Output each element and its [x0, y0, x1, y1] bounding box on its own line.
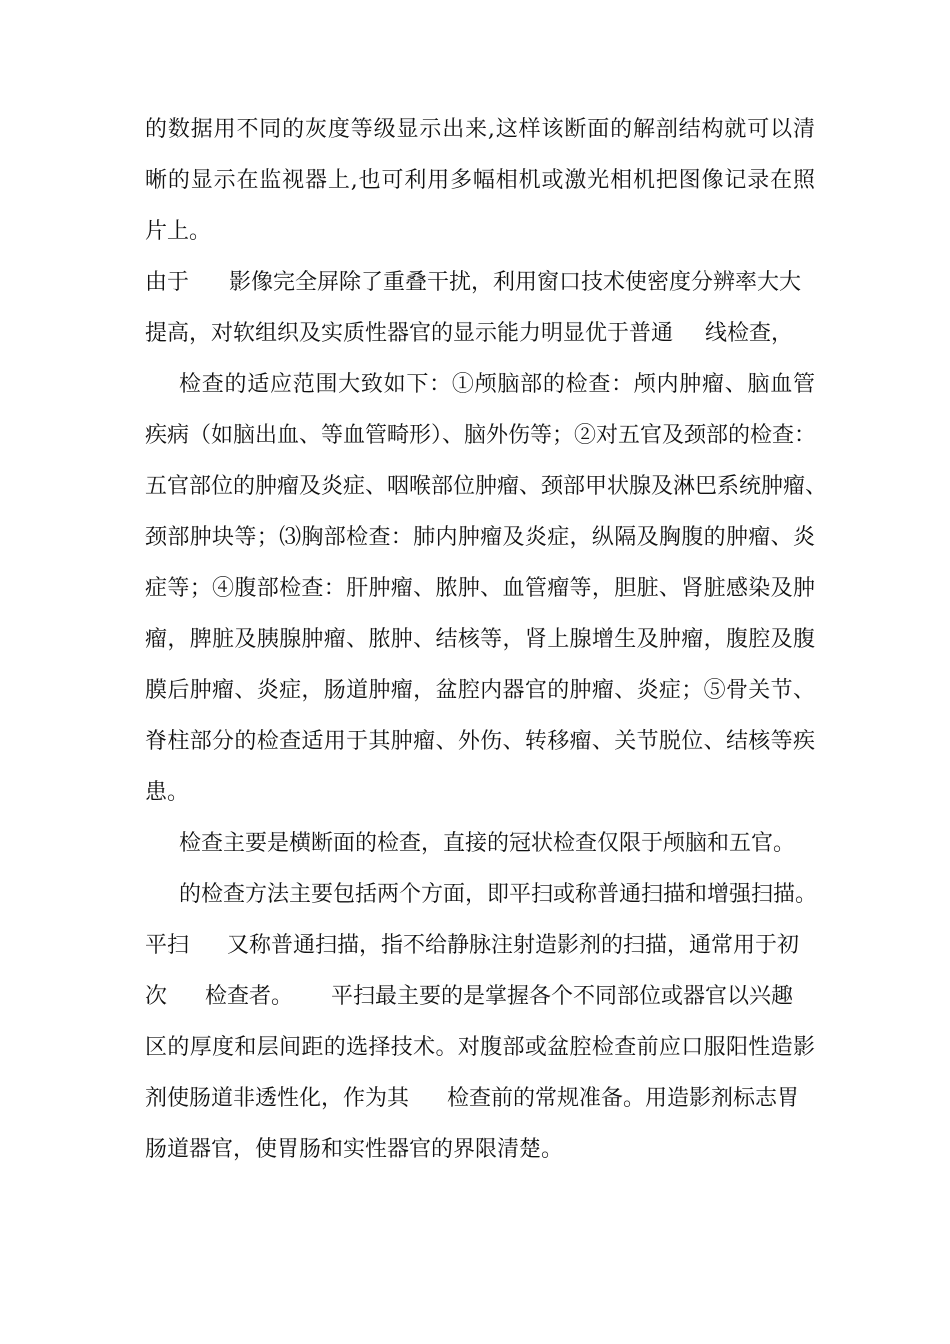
paragraph-line: 症等；④腹部检查：肝肿瘤、脓肿、血管瘤等，胆脏、肾脏感染及肿 — [145, 576, 815, 601]
text-segment: 由于 — [145, 270, 190, 295]
paragraph-line — [145, 979, 815, 1015]
paragraph-line: 患。 — [145, 780, 190, 805]
paragraph-line: 的数据用不同的灰度等级显示出来,这样该断面的解剖结构就可以清 — [145, 117, 815, 142]
paragraph-line: 脊柱部分的检查适用于其肿瘤、外伤、转移瘤、关节脱位、结核等疾 — [145, 729, 815, 754]
text-segment: 影像完全屏除了重叠干扰，利用窗口技术使密度分辨率大大 — [229, 270, 802, 295]
paragraph-line — [145, 316, 815, 352]
text-segment: 线检查， — [705, 321, 794, 346]
paragraph-line: 疾病（如脑出血、等血管畸形）、脑外伤等；②对五官及颈部的检查： — [145, 423, 817, 448]
paragraph-line — [145, 928, 815, 964]
paragraph-line: 检查的适应范围大致如下：①颅脑部的检查：颅内肿瘤、脑血管 — [179, 372, 815, 397]
paragraph-line — [145, 1081, 815, 1117]
paragraph-line: 晰的显示在监视器上,也可利用多幅相机或激光相机把图像记录在照 — [145, 168, 815, 193]
text-segment: 剂使肠道非透性化，作为其 — [145, 1086, 410, 1111]
text-segment: 又称普通扫描，指不给静脉注射造影剂的扫描，通常用于初 — [227, 933, 800, 958]
paragraph-line: 片上。 — [145, 219, 212, 244]
text-segment: 平扫 — [145, 933, 190, 958]
paragraph-line: 颈部肿块等；⑶胸部检查：肺内肿瘤及炎症，纵隔及胸腹的肿瘤、炎 — [145, 525, 815, 550]
paragraph-line: 肠道器官，使胃肠和实性器官的界限清楚。 — [145, 1137, 564, 1162]
paragraph-line: 五官部位的肿瘤及炎症、咽喉部位肿瘤、颈部甲状腺及淋巴系统肿瘤、 — [145, 474, 828, 499]
paragraph-line: 的检查方法主要包括两个方面，即平扫或称普通扫描和增强扫描。 — [179, 882, 818, 907]
text-segment: 检查前的常规准备。用造影剂标志胃 — [447, 1086, 800, 1111]
paragraph-line — [145, 265, 815, 301]
paragraph-line: 瘤，脾脏及胰腺肿瘤、脓肿、结核等，肾上腺增生及肿瘤，腹腔及腹 — [145, 627, 815, 652]
text-segment: 检查者。 — [205, 984, 294, 1009]
paragraph-line: 区的厚度和层间距的选择技术。对腹部或盆腔检查前应口服阳性造影 — [145, 1035, 815, 1060]
paragraph-line: 检查主要是横断面的检查，直接的冠状检查仅限于颅脑和五官。 — [179, 831, 796, 856]
text-segment: 平扫最主要的是掌握各个不同部位或器官以兴趣 — [331, 984, 794, 1009]
text-segment: 次 — [145, 984, 168, 1009]
paragraph-line: 膜后肿瘤、炎症，肠道肿瘤，盆腔内器官的肿瘤、炎症；⑤骨关节、 — [145, 678, 815, 703]
text-segment: 提高，对软组织及实质性器官的显示能力明显优于普通 — [145, 321, 674, 346]
